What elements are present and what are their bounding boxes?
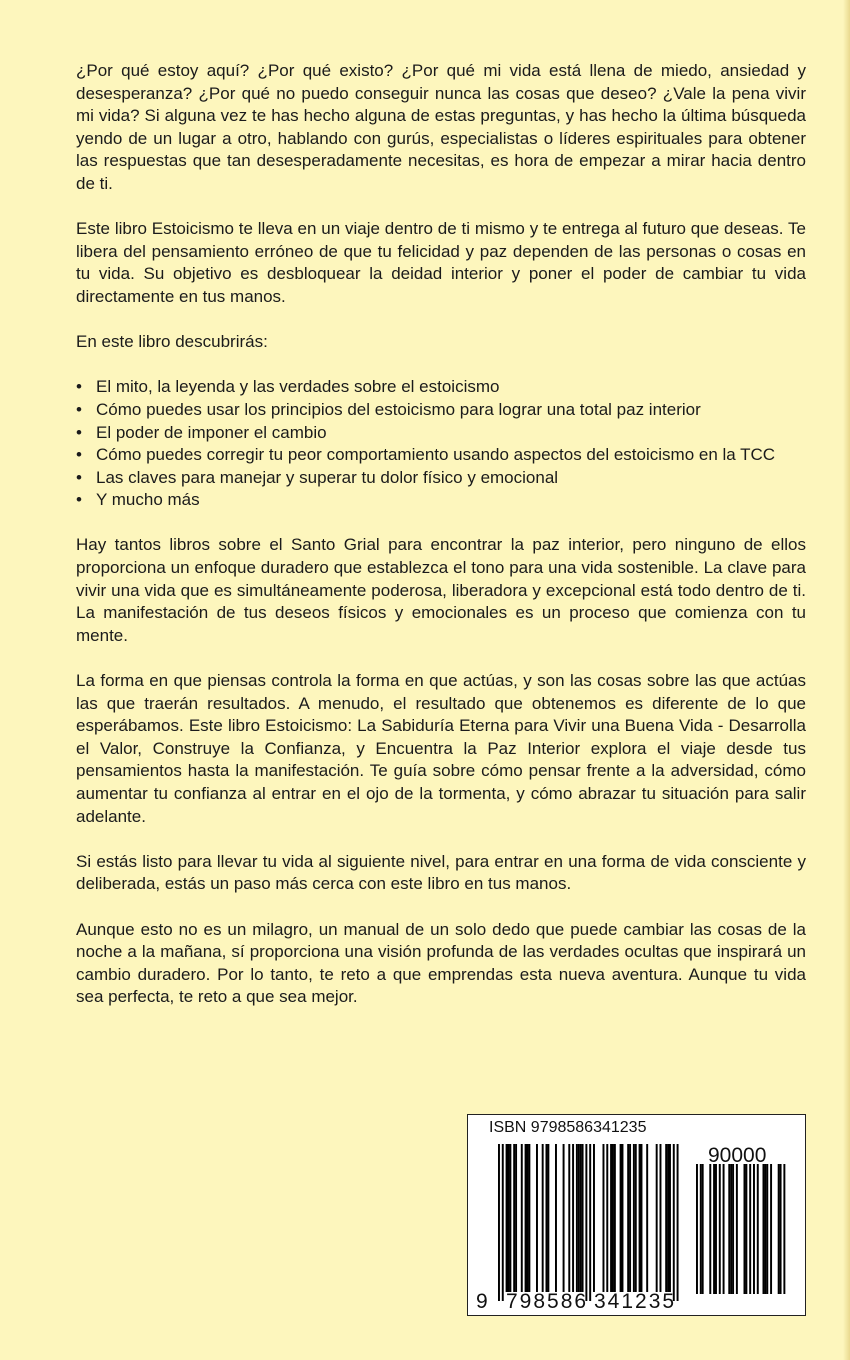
barcode-bar [546,1144,548,1292]
paragraph: ¿Por qué estoy aquí? ¿Por qué existo? ¿Por qué mi vida está llena de miedo, ansiedad y desesperanza? ¿Por qué no puedo conseguir nunca las cosas que deseo? ¿Vale la pena vivir mi vida? Si alguna vez te has hecho alguna de estas preguntas, y has hecho la última búsqueda yendo de un lugar a otro, hablando con gurús, especialistas o líderes espirituales para obtener las respuestas que tan desesperadamente necesitas, es hora de empezar a mirar hacia dentro de ti. [76,61,806,193]
barcode-bar [578,1144,580,1292]
barcode-bar [719,1164,721,1294]
barcode-bar [763,1164,765,1294]
barcode-bar [728,1164,730,1294]
barcode-bar [757,1164,759,1294]
page-edge-shadow [843,0,850,1360]
barcode-bar [745,1164,747,1294]
paragraph: Aunque esto no es un milagro, un manual de un solo dedo que puede cambiar las cosas de la noche a la mañana, sí proporciona una visión profunda de las verdades ocultas que inspirará un cambio duradero. Por lo tanto, te reto a que emprendas esta nueva aventura. Aunque tu vida sea perfecta, te reto a que sea mejor. [76,919,806,1007]
paragraph: Hay tantos libros sobre el Santo Grial para encontrar la paz interior, pero ninguno de ellos proporciona un enfoque duradero que establezca el tono para una vida sostenible. La clave para vivir una vida que es simultáneamente poderosa, liberadora y excepcional está todo dentro de ti. La manifestación de tus deseos físicos y emocionales es un proceso que comienza con tu mente. [76,535,806,645]
barcode-right-digits: 341235 [594,1290,677,1313]
barcode-bar [508,1144,510,1292]
barcode-bar [713,1164,715,1294]
barcode-bar [715,1164,717,1294]
barcode-bar [641,1144,643,1292]
barcode-bar [528,1144,530,1292]
barcode-bar [555,1144,557,1292]
barcode-bar [770,1164,772,1294]
barcode-bar [525,1144,527,1292]
list-item: • Las claves para manejar y superar tu dolor físico y emocional [76,467,806,490]
barcode-bar [783,1164,785,1294]
barcode-bar [620,1144,622,1292]
barcode-bar [582,1144,584,1292]
barcode-bar [709,1164,711,1294]
barcode-bar [576,1144,578,1292]
barcode-bar [633,1144,635,1292]
list-intro: En este libro descubrirás: [76,332,268,352]
paragraph: Este libro Estoicismo te lleva en un viaje dentro de ti mismo y te entrega al futuro que deseas. Te libera del pensamiento erróneo de que tu felicidad y paz dependen de las personas o cosas en tu vida. Su objetivo es desbloquear la deidad interior y poner el poder de cambiar tu vida directamente en tus manos. [76,219,806,306]
bullet-icon: • [76,445,82,465]
barcode-bar [580,1144,582,1292]
barcode-bar [629,1144,631,1292]
barcode-bar [498,1144,500,1301]
bullet-icon: • [76,377,82,397]
barcode-bar [766,1164,768,1294]
barcode-bar [568,1144,570,1292]
barcode-bar [572,1144,574,1292]
barcode-bar [732,1164,734,1294]
barcode-bar [730,1164,732,1294]
barcode-bar [614,1144,616,1292]
barcode-bar [606,1144,608,1292]
back-cover-text [76,60,806,1032]
barcode-bar [778,1164,780,1294]
barcode-bar [700,1164,702,1294]
barcode-bar [622,1144,624,1292]
barcode-bar [639,1144,641,1292]
bullet-icon: • [76,399,82,419]
barcode-left-digits: 798586 [506,1290,589,1313]
barcode-bar [736,1164,738,1294]
paragraph: La forma en que piensas controla la forma en que actúas, y son las cosas sobre las que actúas las que traerán resultados. A menudo, el resultado que obtenemos es diferente de lo que esperábamos. Este libro Estoicismo: La Sabiduría Eterna para Vivir una Buena Vida - Desarrolla el Valor, Construye la Confianza, y Encuentra la Paz Interior explora el viaje desde tus pensamientos hasta la manifestación. Te guía sobre cómo pensar frente a la adversidad, cómo aumentar tu confianza al entrar en el ojo de la tormenta, y cómo abrazar tu situación para salir adelante. [76,671,806,826]
barcode-bar [723,1164,725,1294]
barcode-bar [513,1144,515,1292]
list-item: • El mito, la leyenda y las verdades sobre el estoicismo [76,376,806,399]
barcode-bar [665,1144,667,1292]
barcode-bar [585,1144,587,1301]
bullet-icon: • [76,422,82,442]
barcode-bar [656,1144,658,1292]
barcode-bar [696,1164,698,1294]
barcode-bar [521,1144,523,1292]
barcode-bar [764,1164,766,1294]
barcode-bar [627,1144,629,1292]
barcode-bar [542,1144,544,1292]
bullet-icon: • [76,490,82,510]
barcode-bar [593,1144,595,1292]
feature-list [76,331,806,512]
barcode-bar [669,1144,671,1292]
addon-digits: 90000 [708,1144,767,1167]
barcode-bar [744,1164,746,1294]
barcode-bar [589,1144,591,1301]
barcode-bar [506,1144,508,1292]
barcode-bar [610,1144,612,1292]
paragraph: Si estás listo para llevar tu vida al siguiente nivel, para entrar en una forma de vida consciente y deliberada, estás un paso más cerca con este libro en tus manos. [76,851,806,894]
barcode-bar [635,1144,637,1292]
barcode-bar [646,1144,648,1292]
barcode-bar [749,1164,751,1294]
barcode-bar [673,1144,675,1301]
isbn-barcode [467,1114,806,1316]
barcode-bar [660,1144,662,1292]
barcode-bar [603,1144,605,1292]
bullet-icon: • [76,467,82,487]
barcode-bar [563,1144,565,1292]
barcode-bar [502,1144,504,1301]
barcode-bar [702,1164,704,1294]
barcode-bar [753,1164,755,1294]
barcode-bar [612,1144,614,1292]
barcode-bar [667,1144,669,1292]
list-item: • Cómo puedes corregir tu peor comportamiento usando aspectos del estoicismo en la TCC [76,444,806,467]
list-item: • El poder de imponer el cambio [76,422,806,445]
list-item: • Cómo puedes usar los principios del estoicismo para lograr una total paz interior [76,399,806,422]
barcode-bar [547,1144,549,1292]
isbn-label: ISBN 9798586341235 [489,1119,647,1136]
barcode-first-digit: 9 [476,1290,488,1313]
barcode-bar [536,1144,538,1292]
barcode-bar [515,1144,517,1292]
barcode-bar [527,1144,529,1292]
barcode-bar [509,1144,511,1292]
list-item: • Y mucho más [76,489,806,512]
barcode-bar [677,1144,679,1301]
barcode-bar [780,1164,782,1294]
